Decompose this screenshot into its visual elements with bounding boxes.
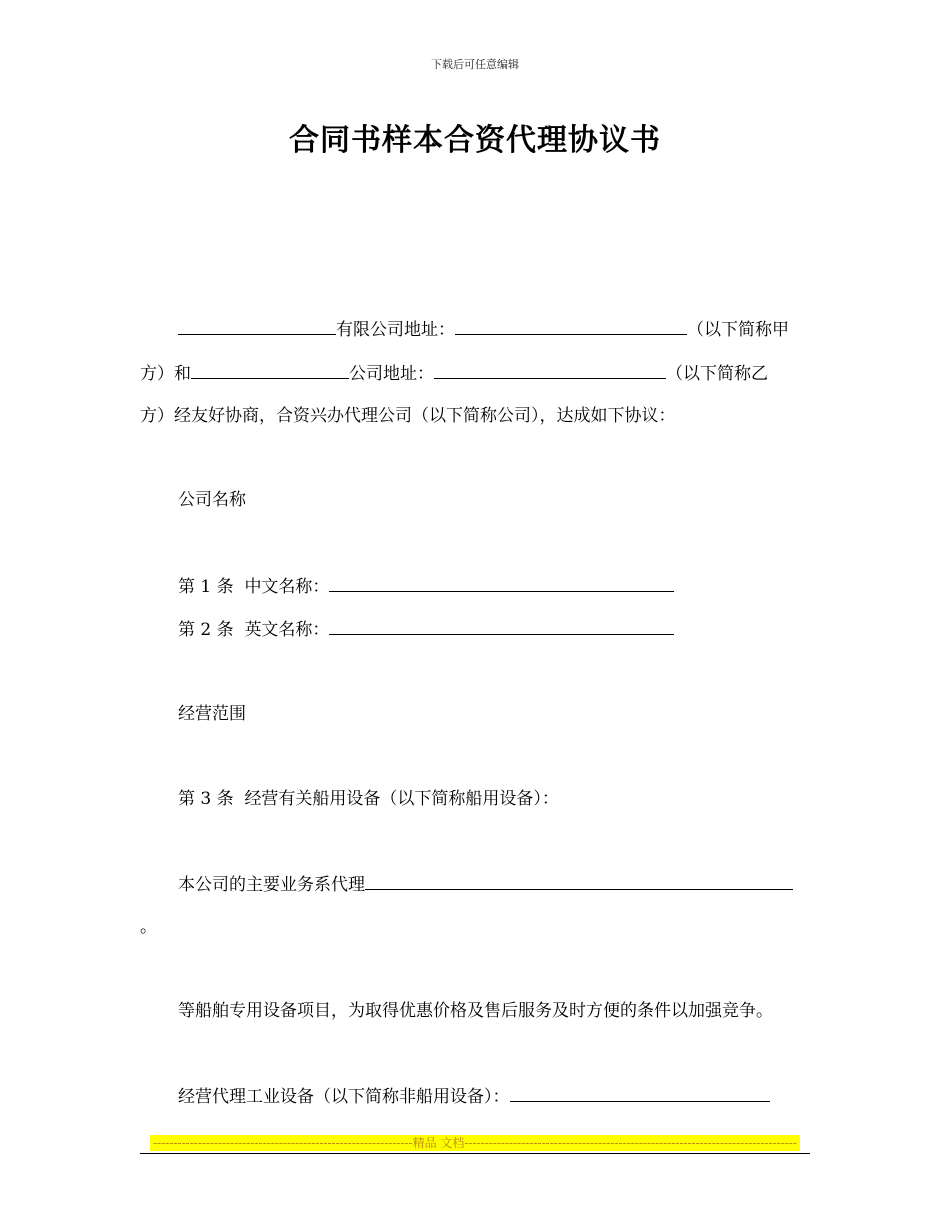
main-business-line xyxy=(178,873,793,896)
footer-rule xyxy=(140,1153,810,1154)
article-1-line xyxy=(178,575,674,598)
chinese-name-blank[interactable] xyxy=(329,575,674,592)
article-3-line xyxy=(178,788,559,810)
footer-label: 精品 文档 xyxy=(412,1136,465,1150)
party-a-abbrev-label: （以下简称甲 xyxy=(687,320,789,340)
main-business-blank[interactable] xyxy=(365,873,793,890)
english-name-label: 英文名称： xyxy=(244,620,330,640)
industrial-equipment-label: 经营代理工业设备（以下简称非船用设备）： xyxy=(178,1087,510,1107)
party-a-address-blank[interactable] xyxy=(455,318,687,335)
party-b-abbrev-label: （以下简称乙 xyxy=(666,364,768,384)
industrial-equipment-line xyxy=(178,1085,770,1108)
party-b-name-blank[interactable] xyxy=(191,362,349,379)
article-2-label: 第 2 条 xyxy=(178,620,234,640)
party-a-line xyxy=(178,318,789,341)
industrial-equipment-blank[interactable] xyxy=(510,1085,770,1102)
agreement-intro-line: 方）经友好协商，合资兴办代理公司（以下简称公司），达成如下协议： xyxy=(140,406,676,426)
footer-dashes-right: ---------------------------------------------------------------------------------- xyxy=(464,1136,797,1150)
business-scope-heading: 经营范围 xyxy=(178,704,246,724)
party-b-address-blank[interactable] xyxy=(434,362,666,379)
main-business-label: 本公司的主要业务系代理 xyxy=(178,875,365,895)
equipment-sentence: 等船舶专用设备项目，为取得优惠价格及售后服务及时方便的条件以加强竞争。 xyxy=(178,1001,773,1021)
party-b-line xyxy=(140,362,768,385)
article-2-line xyxy=(178,618,674,641)
article-1-label: 第 1 条 xyxy=(178,577,234,597)
document-title: 合同书样本合资代理协议书 xyxy=(289,123,661,158)
party-b-prefix: 方）和 xyxy=(140,364,191,384)
company-name-heading: 公司名称 xyxy=(178,490,246,510)
footer-dashes-left: ---------------------------------------------------------------- xyxy=(153,1136,413,1150)
article-3-text: 经营有关船用设备（以下简称船用设备）： xyxy=(244,789,559,809)
period-mark: 。 xyxy=(140,917,157,937)
chinese-name-label: 中文名称： xyxy=(244,577,330,597)
party-b-address-label: 公司地址： xyxy=(349,364,434,384)
party-a-name-blank[interactable] xyxy=(178,318,336,335)
english-name-blank[interactable] xyxy=(329,618,674,635)
article-3-label: 第 3 条 xyxy=(178,789,234,809)
header-note: 下载后可任意编辑 xyxy=(431,58,519,71)
party-a-address-label: 有限公司地址： xyxy=(336,320,455,340)
footer-banner xyxy=(150,1135,800,1151)
